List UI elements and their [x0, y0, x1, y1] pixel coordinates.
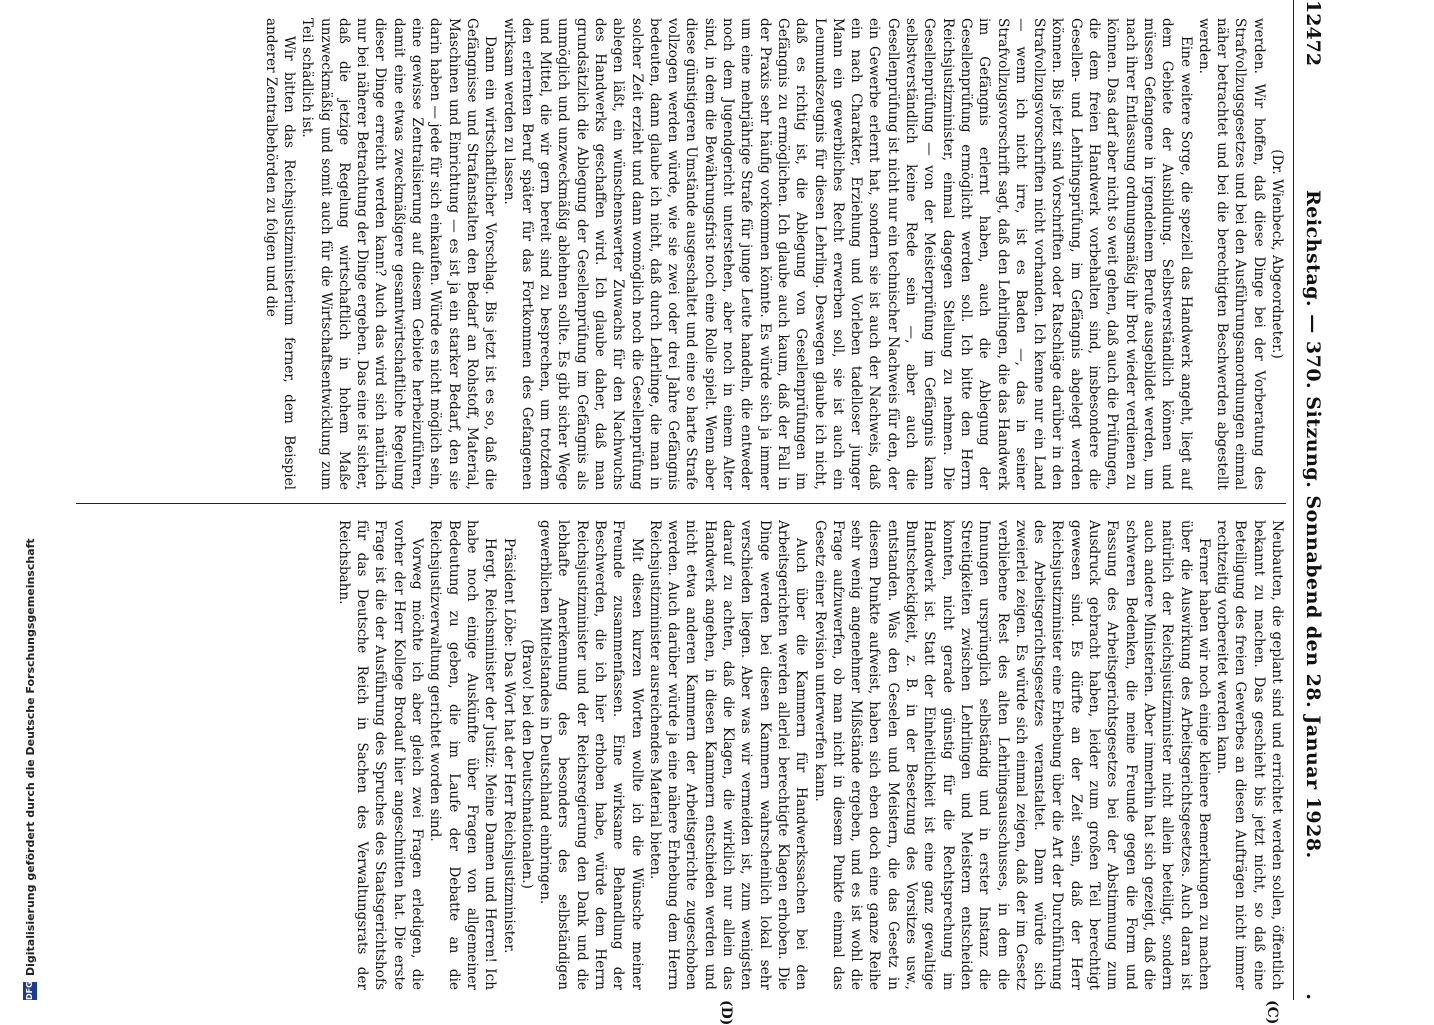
paragraph-minister: Hergt, Reichsminister der Justiz: Meine Damen und Herren! Ich habe noch einige Auskünfte über Fragen von allgemeiner Bedeutung zu geben, die im Laufe der Debatte an die Reichsjustizverwaltung gerichtet worden sind.: [426, 520, 499, 990]
column-divider: [76, 503, 1286, 504]
paragraph: Wir bitten das Reichsjustizministerium ferner, dem Beispiel anderer Zentralbehörden zu folgen und die: [261, 18, 298, 490]
paragraph: werden. Wir hoffen, daß diese Dinge bei der Vorberatung des Strafvollzugsgesetzes und bei den Ausführungsanordnungen einmal näher betrachtet und bei die berechtigten Beschwerden abgestellt werden.: [1195, 18, 1268, 490]
page-title: Reichstag. — 370. Sitzung. Sonnabend den 28. Januar 1928.: [1302, 190, 1324, 859]
paragraph: Vorweg möchte ich aber gleich zwei Fragen erledigen, die vorher der Herr Kollege Brodauf hier angeschnitten hat. Die erste Frage ist die der Ausführung des Spruches des Staatsgerichtshofs für das Deutsche Reich in Sachen des Verwaltungsrats der Reichsbahn.: [335, 520, 426, 990]
rotated-page: [30, 0, 1330, 1000]
margin-mark-b: [718, 0, 734, 1]
paragraph: Dann ein wirtschaftlicher Vorschlag. Bis jetzt ist es so, daß die Gefängnisse und Strafanstalten den Bedarf an Rohstoff, Material, Maschinen und Einrichtung — es ist ja ein starker Bedarf, den sie darin haben — jede für sich einkaufen. Würde es nicht möglich sein, eine gewisse Zentralisierung auf diesem Gebiete herbeizuführen, damit eine etwas zweckmäßigere gesamtwirtschaftliche Regelung dieser Dinge erreicht werden kann? Auch das wird sich natürlich nur bei näherer Betrachtung der Dinge ergeben. Das eine ist sicher, daß die jetzige Regelung wirtschaftlich in hohem Maße unzweckmäßig und somit auch für die Wirtschaftsentwicklung zum Teil schädlich ist.: [298, 18, 499, 490]
digitization-footer: [20, 0, 40, 1000]
paragraph: Ferner haben wir noch einige kleinere Bemerkungen zu machen über die Auswirkung des Arbeitsgerichtsgesetzes. Auch daran ist natürlich der Reichsjustizminister nicht allein beteiligt, sondern auch andere Ministerien. Aber immerhin hat sich gezeigt, daß die schweren Bedenken, die meine Freunde gegen die Form und Fassung des Arbeitsgerichtsgesetzes bei der Abstimmung zum Ausdruck gebracht haben, leider zum großen Teil berechtigt gewesen sind. Es dürfte an der Zeit sein, daß der Herr Reichsjustizminister eine Erhebung über die Art der Durchführung des Arbeitsgerichtsgesetzes veranstaltet. Dann würde sich zweierlei zeigen. Es würde sich einmal zeigen, daß der im Gesetz verbliebene Rest des alten Lehrlingsausschusses, in dem die Innungen ursprünglich selbständig und in erster Instanz die Streitigkeiten zwischen Lehrlingen und Meistern entscheiden konnten, nicht gerade günstig für die Rechtsprechung im Handwerk ist. Statt der Einheitlichkeit ist eine ganz gewaltige Buntscheckigkeit, z. B. in der Besetzung des Vorsitzes usw., entstanden. Was den Geselen und Meistern, die das Gesetz in diesem Punkte aufweist, haben sich eben doch eine ganze Reihe sehr wenig angenehmer Mißstände ergeben, und es ist wohl die Frage aufzuwerfen, ob man nicht in diesem Punkte einmal das Gesetz einer Revision unterwerfen kann.: [810, 520, 1213, 990]
footer-text: Digitalisierung gefördert durch die Deutsche Forschungsgemeinschaft: [24, 538, 37, 976]
margin-mark-d: (D): [718, 1000, 734, 1025]
right-column: [36, 520, 1286, 990]
dfg-logo-icon: DFG: [23, 982, 37, 1000]
paragraph: Neubauten, die geplant sind und errichtet werden sollen, öffentlich bekannt zu machen. Das geschieht bis jetzt nicht, so daß eine Beteiligung des freien Gewerbes an diesen Aufträgen nicht immer rechtzeitig vorbereitet werden kann.: [1213, 520, 1286, 990]
applause-note: (Bravo! bei den Deutschnationalen.): [518, 520, 536, 990]
speaker-line: (Dr. Wienbeck, Abgeordneter.): [1268, 18, 1286, 490]
page-number: 12472: [1302, 0, 1324, 66]
left-column: [36, 18, 1286, 490]
margin-mark-c: (C): [1264, 1000, 1280, 1024]
paragraph: Mit diesen kurzen Worten wollte ich die Wünsche meiner Freunde zusammenfassen. Eine wirksame Behandlung der Beschwerden, die ich hier erhoben habe, würde dem Herrn Reichsjustizminister und der Reichsregierung den Dank und die lebhafte Anerkennung des besonders des selbständigen gewerblichen Mittelstandes in Deutschland einbringen.: [536, 520, 646, 990]
paragraph-president: Präsident Löbe: Das Wort hat der Herr Reichsjustizminister.: [499, 520, 517, 990]
page-header: [1293, 0, 1324, 1000]
paragraph: Eine weitere Sorge, die speziell das Handwerk angeht, liegt auf dem Gebiete der Ausbildung. Selbstverständlich können und müssen Gefangene in irgendeinem Berufe ausgebildet werden, um nach ihrer Entlassung ordnungsmäßig ihr Brot wieder verdienen zu können. Das darf aber nicht so weit gehen, daß auch die Prüfungen, die dem freien Handwerk vorbehalten sind, insbesondere die Gesellen- und Lehrlingsprüfung, im Gefängnis abgelegt werden können. Bis jetzt sind Vorschriften oder Ratschläge darüber in den Strafvollzugsvorschriften nicht vorhanden. Ich kenne nur ein Land — wenn ich nicht irre, ist es Baden —, das in seiner Strafvollzugsvorschrift sagt, daß den Lehrlingen, die das Handwerk im Gefängnis erlernt haben, auch die Ablegung der Gesellenprüfung ermöglicht werden soll. Ich bitte den Herrn Reichsjustizminister, einmal dagegen Stellung zu nehmen. Die Gesellenprüfung — von der Meisterprüfung im Gefängnis kann selbstverständlich keine Rede sein —, aber auch die Gesellenprüfung ist nicht nur ein technischer Nachweis für den, der ein Gewerbe erlernt hat, sondern sie ist auch der Nachweis, daß ein nach Charakter, Erziehung und Vorleben tadelloser junger Mann ein gewerbliches Recht erwerben soll, sie ist auch ein Leumundszeugnis für diesen Lehrling. Deswegen glaube ich nicht, daß es richtig ist, die Ablegung von Gesellenprüfungen im Gefängnis zu ermöglichen. Ich glaube auch kaum, daß der Fall in der Praxis sehr häufig vorkommen könnte. Es würde sich ja immer um eine mehrjährige Strafe für junge Leute handeln, die entweder noch dem Jugendgericht unterstehen, aber noch in einem Alter sind, in dem die Bewährungsfrist noch eine Rolle spielt. Wenn aber diese günstigeren Umstände ausgeschaltet und eine so harte Strafe vollzogen werden würde, wie sie zwei oder drei Jahre Gefängnis bedeuten, dann glaube ich nicht, daß durch Lehrlinge, die man in solcher Zeit erzieht und dann womöglich noch die Gesellenprüfung ablegen läßt, ein wünschenswerter Zuwachs für den Nachwuchs des Handwerks geschaffen wird. Ich glaube daher, daß man grundsätzlich die Ablegung der Gesellenprüfung im Gefängnis als unmöglich und unzweckmäßig ablehnen sollte. Es gibt sicher Wege und Mittel, die wir gern bereit sind zu besprechen, um trotzdem den erlernten Beruf später für das Fortkommen des Gefangenen wirksam werden zu lassen.: [499, 18, 1194, 490]
header-dot: .: [1302, 993, 1324, 1000]
paragraph: Auch über die Kammern für Handwerkssachen bei den Arbeitsgerichten werden allerlei berechtigte Klagen erhoben. Die Dinge werden bei diesen Kammern wahrscheinlich lokal sehr verschieden liegen. Aber was wir vermeiden ist, zum wenigsten darauf zu achten, daß die Klagen, die wirklich nur allein das Handwerk angehen, in diesen Kammern entschieden werden und nicht etwa anderen Kammern der Arbeitsgerichte zugeschoben werden. Auch darüber würde ja eine nähere Erhebung dem Herrn Reichsjustizminister ausreichendes Material bieten.: [646, 520, 811, 990]
